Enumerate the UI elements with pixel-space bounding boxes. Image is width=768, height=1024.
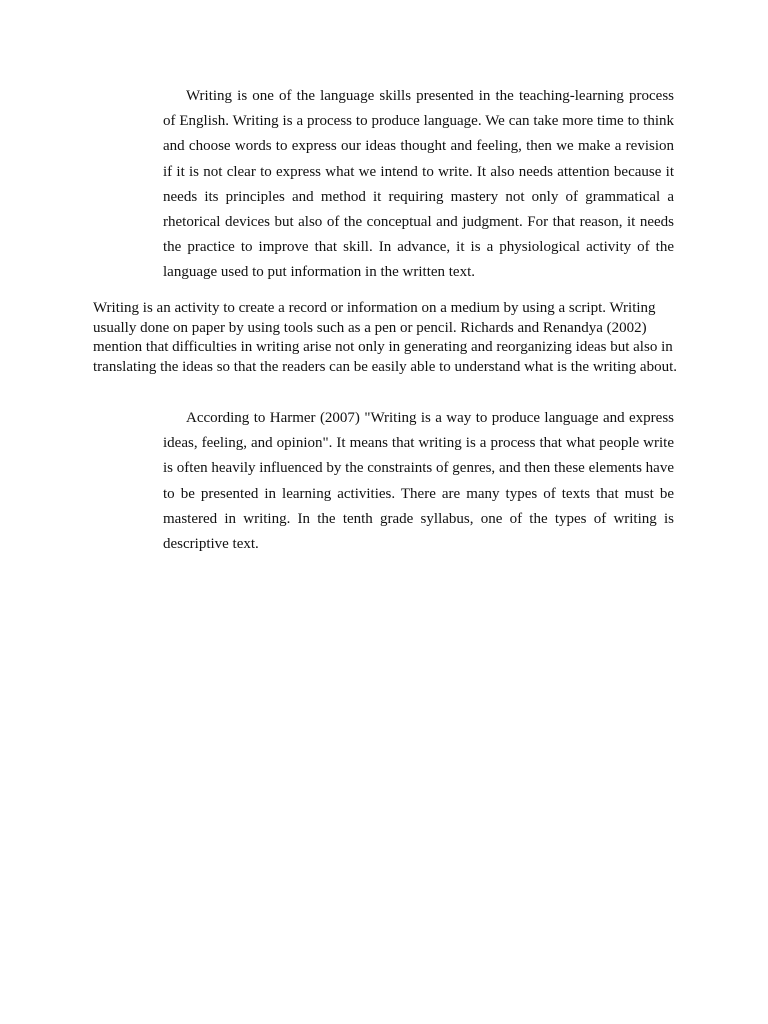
paragraph-harmer-quote: According to Harmer (2007) "Writing is a way to produce language and express ideas, feeling, and opinion". It means that writing is a process that what people write is often heavily influenced by the constraints of genres, and then these elements have to be presented in learning activities. There are many types of texts that must be mastered in writing. In the tenth grade syllabus, one of the types of writing is descriptive text. — [163, 410, 674, 553]
paragraph-writing-activity: Writing is an activity to create a record or information on a medium by using a script. Writing usually done on paper by using tools such as a pen or pencil. Richards and Renandya (2002) mention that difficulties in writing arise not only in generating and reorganizing ideas but also in translating the ideas so that the readers can be easily able to understand what is the writing about. — [93, 300, 677, 375]
paragraph-writing-language-skill: Writing is one of the language skills presented in the teaching-learning process of English. Writing is a process to produce language. We can take more time to think and choose words to express our ideas thought and feeling, then we make a revision if it is not clear to express what we intend to write. It also needs attention because it needs its principles and method it requiring mastery not only of grammatical a rhetorical devices but also of the conceptual and judgment. For that reason, it needs the practice to improve that skill. In advance, it is a physiological activity of the language used to put information in the written text. — [163, 88, 674, 281]
